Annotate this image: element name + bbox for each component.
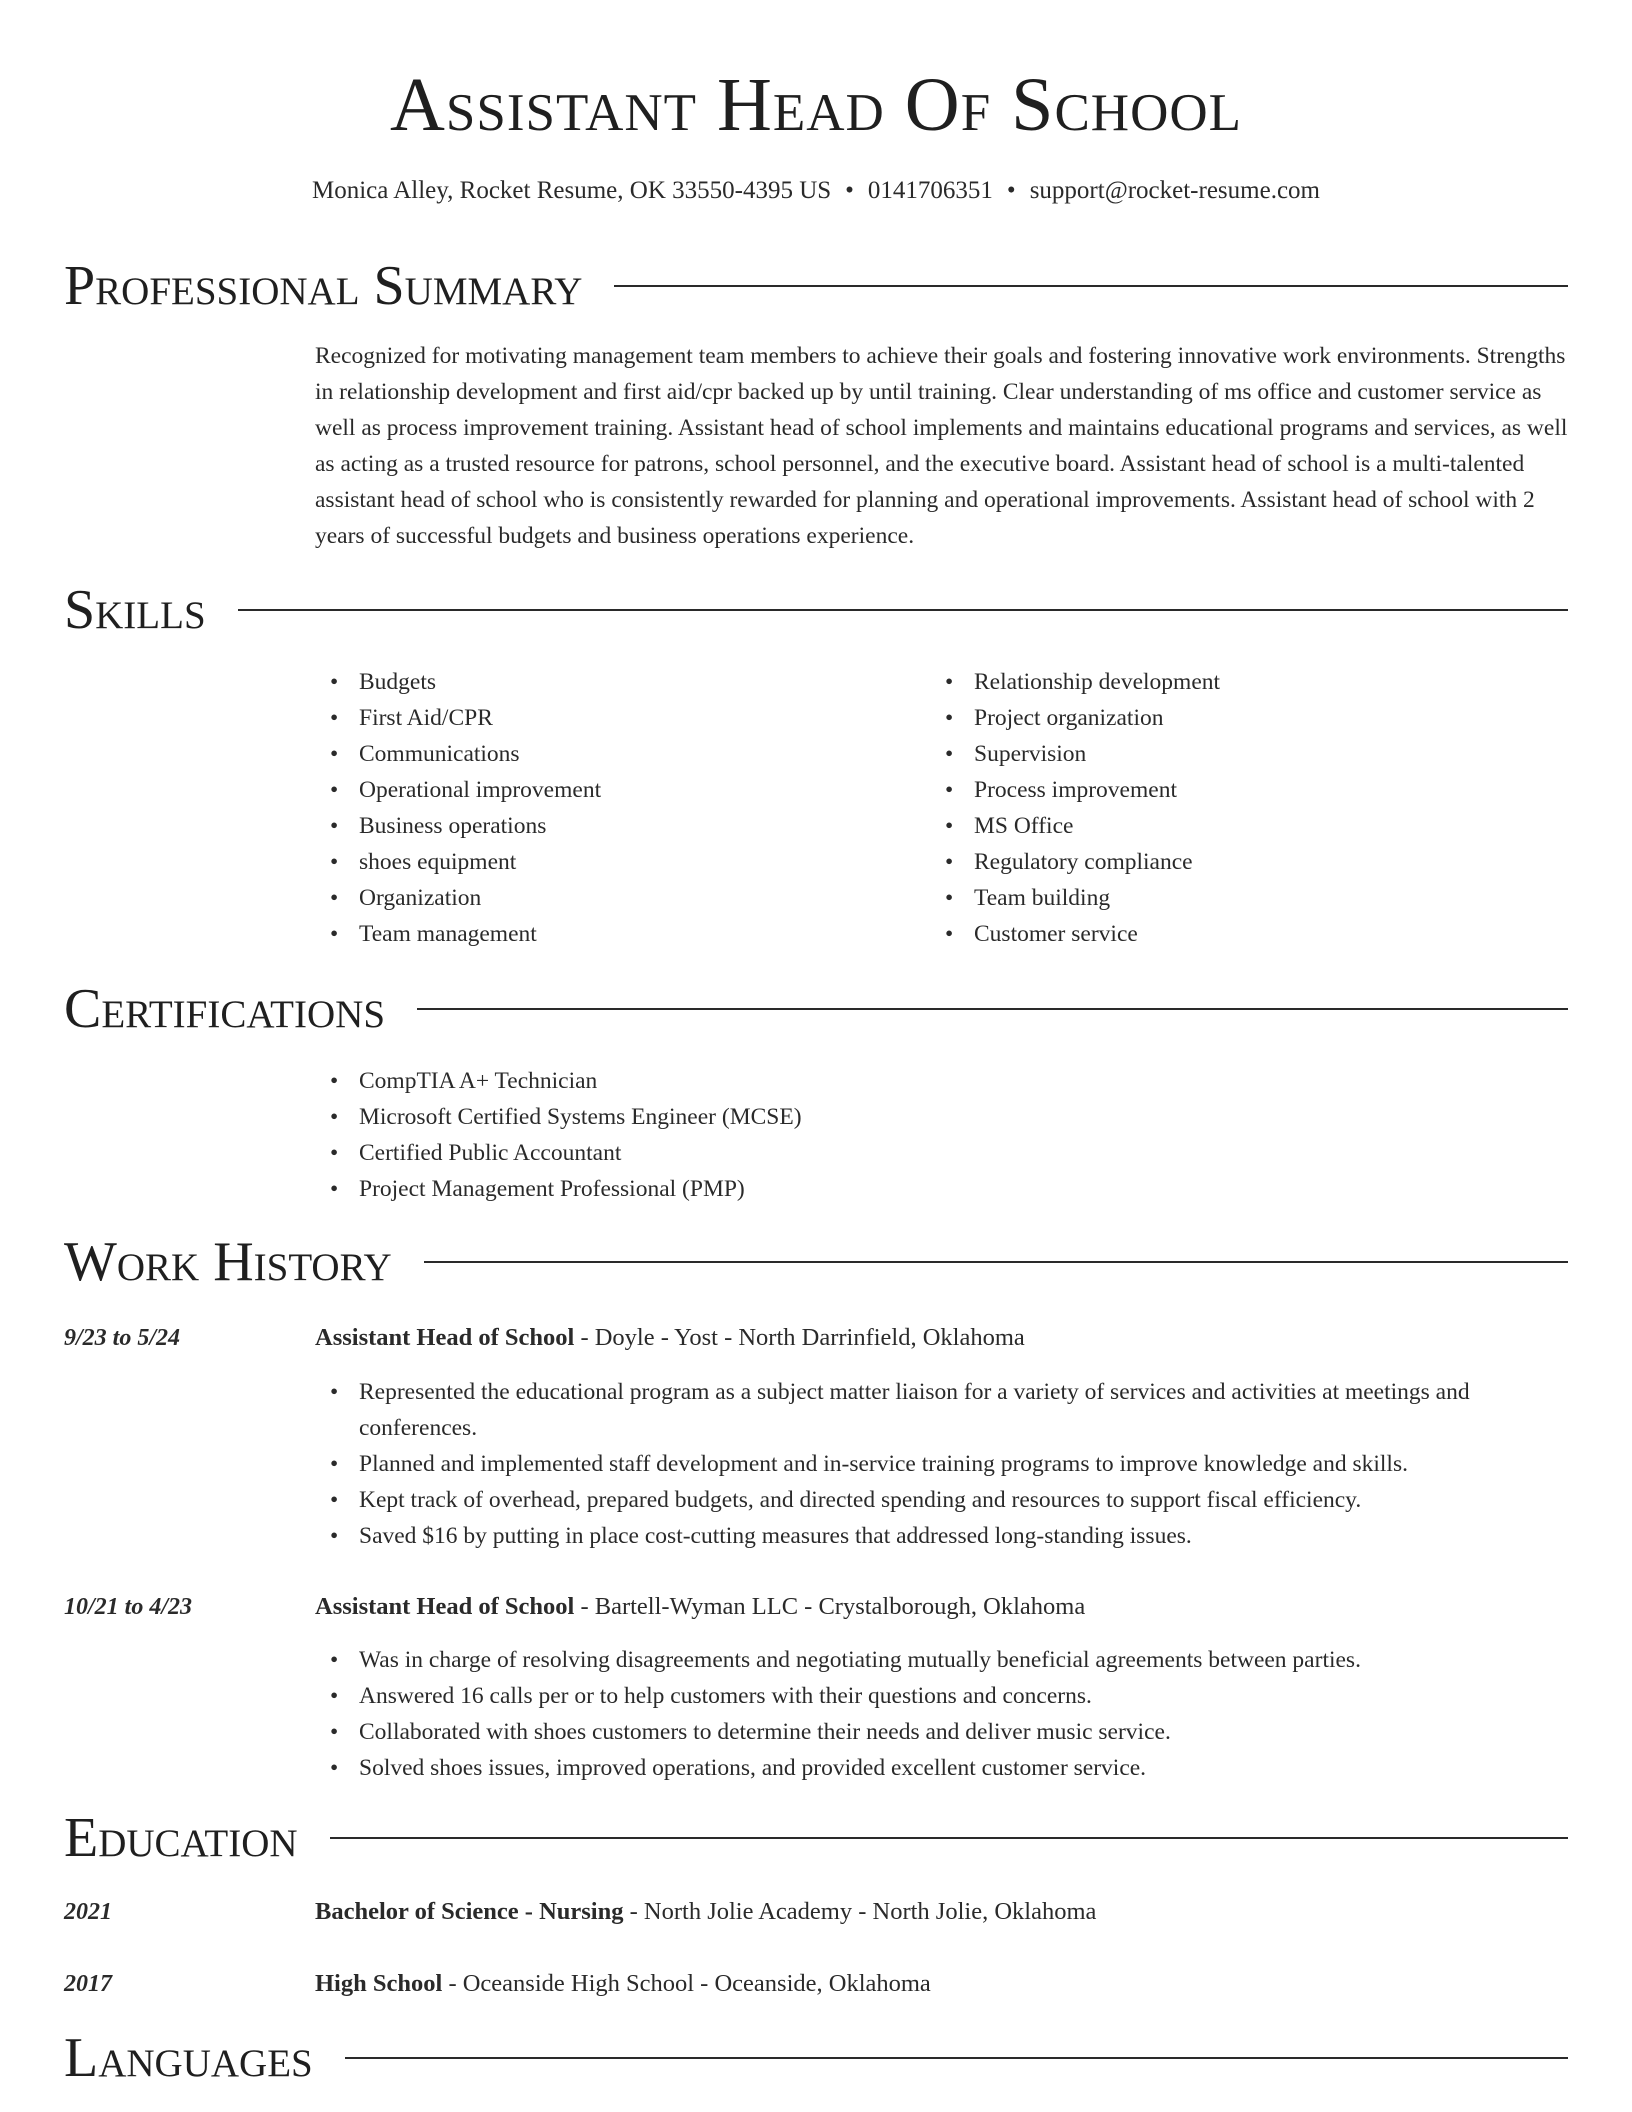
contact-phone: 0141706351 (867, 177, 993, 204)
education-degree: Bachelor of Science - Nursing (315, 1898, 624, 1925)
section-heading-certifications (64, 977, 1568, 1041)
education-school-location: - Oceanside High School - Oceanside, Oklahoma (442, 1970, 931, 1997)
section-rule (345, 2057, 1568, 2059)
job-heading (315, 1589, 1085, 1625)
skill-item: • Communications (359, 736, 915, 772)
education-school-location: - North Jolie Academy - North Jolie, Oklahoma (623, 1898, 1097, 1925)
skill-item: • Business operations (359, 808, 915, 844)
section-title-skills: Skills (64, 579, 206, 641)
job-title: Assistant Head of School (315, 1593, 575, 1620)
certification-item: • Certified Public Accountant (359, 1135, 1575, 1171)
job-employer-location: - Bartell-Wyman LLC - Crystalborough, Oklahoma (574, 1593, 1086, 1620)
skill-item: • Team building (974, 880, 1530, 916)
skill-item: • Regulatory compliance (974, 844, 1530, 880)
education-heading (315, 1966, 931, 2002)
section-title-languages: Languages (64, 2027, 313, 2089)
education-year: 2017 (64, 1971, 112, 1997)
job-dates: 9/23 to 5/24 (64, 1325, 181, 1351)
job-bullet: • Was in charge of resolving disagreements and negotiating mutually beneficial agreements between parties. (359, 1642, 1575, 1678)
job-bullet: • Collaborated with shoes customers to determine their needs and deliver music service. (359, 1714, 1575, 1750)
contact-email[interactable]: support@rocket-resume.com (1029, 177, 1320, 204)
section-heading-work-history (64, 1230, 1568, 1294)
skill-item: • Organization (359, 880, 915, 916)
summary-text: Recognized for motivating management team members to achieve their goals and fostering innovative work environments. Strengths in relationship development and first aid/cpr backed up by until training. Clear understanding of ms office and customer service as well as process improvement training. Assistant head of school implements and maintains educational programs and services, as well as acting as a trusted resource for patrons, school personnel, and the executive board. Assistant head of school is a multi-talented assistant head of school who is consistently rewarded for planning and operational improvements. Assistant head of school with 2 years of successful budgets and business operations experience. (315, 343, 1568, 549)
skills-column-right (930, 664, 1530, 952)
skill-item: • First Aid/CPR (359, 700, 915, 736)
job-dates: 10/21 to 4/23 (64, 1594, 193, 1620)
section-heading-education (64, 1806, 1568, 1870)
job-employer-location: - Doyle - Yost - North Darrinfield, Oklahoma (574, 1324, 1025, 1351)
section-title-education: Education (64, 1807, 298, 1869)
certification-item: • CompTIA A+ Technician (359, 1063, 1575, 1099)
section-rule (424, 1261, 1568, 1263)
skill-item: • Relationship development (974, 664, 1530, 700)
skill-item: • Team management (359, 916, 915, 952)
job-bullets (315, 1642, 1575, 1786)
skills-column-left (315, 664, 915, 952)
job-bullet: • Planned and implemented staff development and in-service training programs to improve knowledge and skills. (359, 1446, 1575, 1482)
education-degree: High School (315, 1970, 443, 1997)
job-bullet: • Answered 16 calls per or to help customers with their questions and concerns. (359, 1678, 1575, 1714)
certification-item: • Project Management Professional (PMP) (359, 1171, 1575, 1207)
skill-item: • Process improvement (974, 772, 1530, 808)
job-bullet: • Represented the educational program as a subject matter liaison for a variety of services and activities at meetings and conferences. (359, 1374, 1575, 1446)
contact-line (0, 174, 1632, 208)
job-bullets (315, 1374, 1575, 1554)
job-heading (315, 1320, 1025, 1356)
job-bullet: • Saved $16 by putting in place cost-cutting measures that addressed long-standing issues. (359, 1518, 1575, 1554)
education-year: 2021 (64, 1899, 112, 1925)
contact-separator: • (845, 177, 854, 204)
job-bullet: • Solved shoes issues, improved operations, and provided excellent customer service. (359, 1750, 1575, 1786)
certification-item: • Microsoft Certified Systems Engineer (MCSE) (359, 1099, 1575, 1135)
skill-item: • Project organization (974, 700, 1530, 736)
skill-item: • Budgets (359, 664, 915, 700)
skill-item: • MS Office (974, 808, 1530, 844)
resume-title: Assistant Head Of School (389, 63, 1242, 147)
skill-item: • shoes equipment (359, 844, 915, 880)
skill-item: • Customer service (974, 916, 1530, 952)
section-rule (417, 1008, 1568, 1010)
section-heading-skills (64, 578, 1568, 642)
section-rule (330, 1837, 1568, 1839)
contact-separator: • (1006, 177, 1016, 204)
education-heading (315, 1894, 1096, 1930)
skill-item: • Operational improvement (359, 772, 915, 808)
section-heading-summary (64, 254, 1568, 318)
job-bullet: • Kept track of overhead, prepared budgets, and directed spending and resources to support fiscal efficiency. (359, 1482, 1575, 1518)
section-heading-languages (64, 2026, 1568, 2090)
section-rule (238, 609, 1568, 611)
section-title-certifications: Certifications (64, 978, 386, 1040)
certifications-list (315, 1063, 1575, 1207)
section-title-work-history: Work History (64, 1231, 392, 1293)
contact-address: Monica Alley, Rocket Resume, OK 33550-4395 US (312, 177, 832, 204)
section-rule (614, 285, 1568, 287)
job-title: Assistant Head of School (315, 1324, 575, 1351)
skill-item: • Supervision (974, 736, 1530, 772)
section-title-summary: Professional Summary (64, 255, 583, 317)
